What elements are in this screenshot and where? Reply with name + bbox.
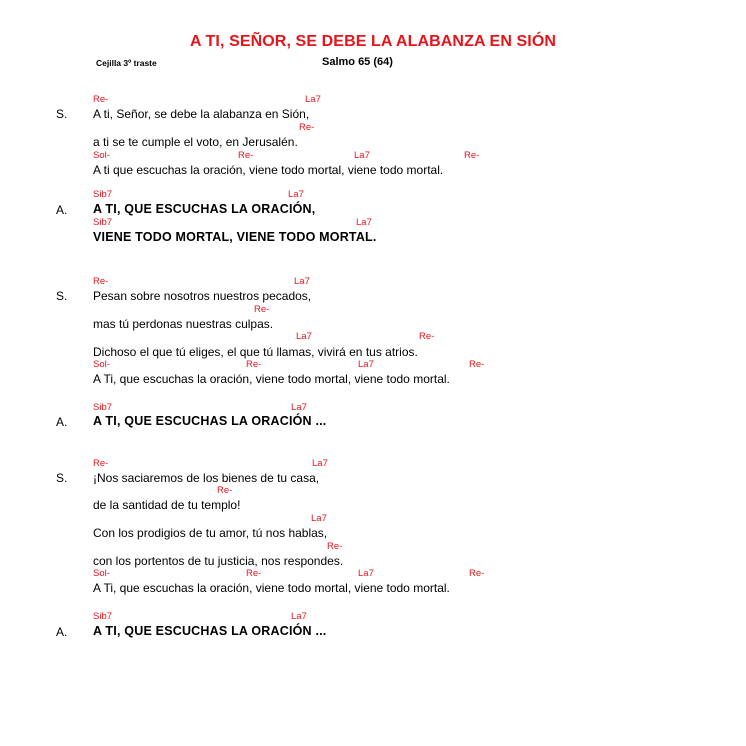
chord: Re- [299,122,315,133]
chord: Re- [93,94,109,105]
chord: Re- [93,458,109,469]
chord: La7 [294,276,310,287]
chord: La7 [288,189,304,200]
chord: Sol- [93,359,110,370]
lyric-line: de la santidad de tu templo! [93,498,241,512]
lyric-line: Pesan sobre nosotros nuestros pecados, [93,289,312,303]
chord: La7 [354,150,370,161]
section-marker: A. [56,203,68,217]
lyric-line: Dichoso el que tú eliges, el que tú llamas, vivirá en tus atrios. [93,345,418,359]
lyric-line: A Ti, que escuchas la oración, viene todo mortal, viene todo mortal. [93,581,450,595]
refrain-line: VIENE TODO MORTAL, VIENE TODO MORTAL. [93,230,377,244]
section-marker: A. [56,415,68,429]
section-marker: A. [56,625,68,639]
chord: Sol- [93,150,110,161]
chord: La7 [358,568,374,579]
psalm-reference: Salmo 65 (64) [322,56,393,68]
refrain-line: A TI, QUE ESCUCHAS LA ORACIÓN, [93,202,316,216]
lyric-line: mas tú perdonas nuestras culpas. [93,317,274,331]
section-marker: S. [56,471,68,485]
lyric-line: A Ti, que escuchas la oración, viene todo mortal, viene todo mortal. [93,372,450,386]
chord: La7 [311,513,327,524]
chord: La7 [312,458,328,469]
chord: Re- [464,150,480,161]
chord: La7 [305,94,321,105]
song-title: A TI, SEÑOR, SE DEBE LA ALABANZA EN SIÓN [189,33,557,50]
chord: Sib7 [93,217,113,228]
chord: Re- [327,541,343,552]
chord: La7 [291,611,307,622]
lyric-line: ¡Nos saciaremos de los bienes de tu casa, [93,471,320,485]
refrain-line: A TI, QUE ESCUCHAS LA ORACIÓN ... [93,414,327,428]
chord: La7 [356,217,372,228]
chord: La7 [358,359,374,370]
lyric-line: A ti que escuchas la oración, viene todo mortal, viene todo mortal. [93,163,444,177]
chord: La7 [291,402,307,413]
lyric-line: con los portentos de tu justicia, nos respondes. [93,554,344,568]
chord: Re- [254,304,270,315]
chord: Re- [419,331,435,342]
section-marker: S. [56,107,68,121]
chord: La7 [296,331,312,342]
chord: Re- [246,568,262,579]
refrain-line: A TI, QUE ESCUCHAS LA ORACIÓN ... [93,624,327,638]
lyric-line: Con los prodigios de tu amor, tú nos hablas, [93,526,328,540]
chord: Re- [238,150,254,161]
section-marker: S. [56,289,68,303]
chord: Re- [469,568,485,579]
chord: Re- [217,485,233,496]
chord: Re- [469,359,485,370]
chord: Re- [246,359,262,370]
lyric-line: A ti, Señor, se debe la alabanza en Sión, [93,107,310,121]
chord: Sol- [93,568,110,579]
chord: Sib7 [93,402,113,413]
chord: Sib7 [93,611,113,622]
lyric-line: a ti se te cumple el voto, en Jerusalén. [93,135,298,149]
capo-note: Cejilla 3º traste [96,58,157,68]
chord: Sib7 [93,189,113,200]
chord: Re- [93,276,109,287]
